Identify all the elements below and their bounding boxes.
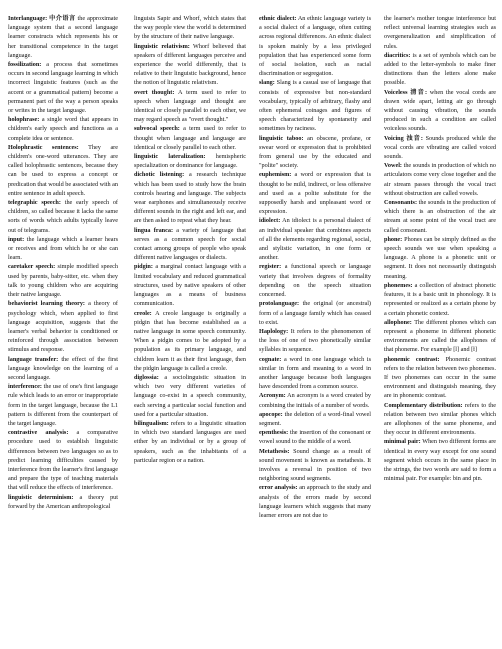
glossary-entry — [259, 410, 371, 428]
glossary-entry — [134, 262, 246, 308]
glossary-term: input: — [8, 235, 25, 243]
glossary-definition: Slang is a casual use of language that consists of expressive but non-standard vocabulary, typically of arbitrary, flashy and often ephemeral coinages and figures of speech characterized by spontaneity and sometimes by raciness. — [259, 79, 371, 133]
glossary-term: lingua franca: — [134, 226, 174, 234]
glossary-definition: a single word that appears in children's early speech and functions as a complete idea or sentence. — [8, 116, 118, 142]
glossary-definition: a theory of psychology which, when applied to first language acquisition, suggests that the learner's verbal behavior is conditioned or reinforced through association between stimulus and response. — [8, 300, 118, 354]
glossary-term: dichotic listening: — [134, 171, 185, 179]
glossary-entry — [8, 262, 118, 299]
glossary-definition: an approach to the study and analysis of the errors made by second language learners which suggests that many learner errors are not due to — [259, 484, 371, 519]
glossary-entry — [134, 170, 246, 225]
glossary-definition: Sounds produced while the vocal cords are vibrating are called voiced sounds. — [384, 134, 496, 161]
glossary-definition: When two different forms are identical in every way except for one sound segment which occurs in the same place in the strings, the two words are said to form a minimal pair. For example: bin and pin. — [384, 438, 496, 483]
glossary-entry — [134, 42, 246, 88]
glossary-definition: the original (or ancestral) form of a language family which has ceased to exist. — [259, 300, 371, 326]
glossary-definition: the sounds in the production of which there is an obstruction of the air stream at some point of the vocal tract are called consonant. — [384, 199, 496, 234]
glossary-entry — [134, 124, 246, 152]
glossary-definition: Phones can be simply defined as the speech sounds we use when speaking a language. A phone is a phonetic unit or segment. It does not necessarily distinguish meaning. — [384, 235, 496, 280]
glossary-term: idiolect: — [259, 217, 281, 225]
glossary-entry — [259, 78, 371, 133]
glossary-definition: the use of one's first language rule which leads to an error or inappropriate form in the target language, because the L1 pattern is different from the counterpart of the target language. — [8, 383, 118, 427]
glossary-entry — [384, 14, 496, 51]
glossary-term: minimal pair: — [384, 438, 421, 446]
glossary-term: Voicing 浊音: — [384, 134, 423, 142]
glossary-term: pidgin: — [134, 263, 153, 271]
glossary-term: phonemic contrast: — [384, 355, 440, 363]
glossary-term: caretaker speech: — [8, 263, 56, 271]
glossary-entry — [8, 235, 118, 263]
glossary-term: Consonants: — [384, 199, 418, 207]
glossary-term: diacritics: — [384, 51, 411, 59]
glossary-term: apocope: — [259, 410, 283, 418]
glossary-definition: the sounds in production of which no articulators come very close together and the air stream passes through the vocal tract without obstruction are called vowels. — [384, 162, 496, 197]
glossary-term: bilingualism: — [134, 419, 169, 427]
glossary-term: language transfer: — [8, 355, 59, 363]
glossary-term: protolanguage: — [259, 300, 300, 308]
glossary-term: Voiceless 清音: — [384, 88, 428, 96]
glossary-definition: An idiolect is a personal dialect of an individual speaker that combines aspects of all the elements regarding regional, social, and stylistic variation, in one form or another. — [259, 217, 371, 262]
glossary-term: linguistic relativism: — [134, 42, 190, 50]
glossary-term: register: — [259, 263, 282, 271]
glossary-entry — [259, 262, 371, 299]
glossary-definition: a process that sometimes occurs in second language learning in which incorrect linguistic features (such as the accent or a grammatical pattern) become a permanent part of the way a person speaks or writes in the target language. — [8, 61, 118, 115]
glossary-entry — [259, 327, 371, 355]
glossary-definition: They are children's one-word utterances. They are called holophrastic sentences, because they can be used to express a concept or predication that would be associated with an entire sentence in adult speech. — [8, 143, 118, 197]
glossary-term: allophone: — [384, 318, 412, 326]
glossary-term: contrastive analysis: — [8, 429, 69, 437]
glossary-term: slang: — [259, 79, 275, 87]
glossary-term: linguistic determinism: — [8, 493, 74, 501]
glossary-definition: a collection of abstract phonetic features, it is a basic unit in phonology. It is represented or realized as a certain phone by a certain phonetic context. — [384, 281, 496, 317]
glossary-definition: linguists Sapir and Whorf, which states that the way people view the world is determined by the structure of their native language. — [134, 15, 246, 41]
glossary-term: linguistic lateralization: — [134, 153, 206, 161]
glossary-definition: a sociolinguistic situation in which two very different varieties of language co-exist in a speech community, each serving a particular social function and used for a particular situation. — [134, 373, 246, 418]
glossary-entry — [384, 437, 496, 483]
glossary-definition: hemispheric specialization or dominance for language. — [134, 153, 246, 170]
glossary-entry — [384, 198, 496, 235]
glossary-entry — [384, 51, 496, 88]
glossary-entry — [259, 170, 371, 216]
glossary-term: subvocal speech: — [134, 125, 180, 133]
glossary-entry — [8, 382, 118, 428]
glossary-entry — [8, 493, 118, 511]
glossary-entry — [134, 419, 246, 465]
glossary-term: euphemism: — [259, 171, 292, 179]
glossary-term: overt thought: — [134, 88, 175, 96]
glossary-term: behaviorist learning theory: — [8, 300, 85, 308]
glossary-definition: a term used to refer to thought when language and language are identical or closely parallel to each other. — [134, 125, 246, 151]
glossary-term: phonemes: — [384, 281, 413, 289]
glossary-column-2 — [134, 14, 246, 646]
glossary-entry — [384, 281, 496, 318]
glossary-entry — [259, 216, 371, 262]
glossary-definition: simple modified speech used by parents, baby-sitter, etc. when they talk to young children who are acquiring their native language. — [8, 263, 118, 299]
glossary-definition: The different phones which can represent a phoneme in different phonetic environments are called the allophones of that phoneme. For example [l] and [ɫ] — [384, 318, 496, 354]
glossary-entry — [8, 60, 118, 115]
glossary-definition: It refers to the phenomenon of the loss of one of two phonetically similar syllables in sequence. — [259, 327, 371, 354]
glossary-entry — [259, 355, 371, 392]
glossary-term: ethnic dialect: — [259, 15, 297, 22]
glossary-definition: a theory put forward by the American anthropological — [8, 493, 118, 510]
glossary-definition: a marginal contact language with a limited vocabulary and reduced grammatical structures, used by native speakers of other languages as a means of business communication. — [134, 263, 246, 308]
glossary-entry — [259, 14, 371, 78]
glossary-definition: an obscene, profane, or swear word or expression that is prohibited from general use by the educated and "polite" society. — [259, 134, 371, 170]
glossary-term: epenthesis: — [259, 429, 289, 437]
glossary-definition: the effect of the first language knowledge on the learning of a second language. — [8, 355, 118, 381]
glossary-definition: An ethnic language variety is a social dialect of a language, often cutting across regional differences. An ethnic dialect is spoken mainly by a less privileged population that has experienced some form of social isolation, such as racial discrimination or segregation. — [259, 15, 371, 78]
glossary-term: telegraphic speech: — [8, 199, 61, 207]
glossary-column-1 — [8, 14, 118, 646]
glossary-entry — [8, 115, 118, 143]
glossary-term: error analysis: — [259, 484, 298, 492]
glossary-term: Vowel: — [384, 162, 402, 170]
glossary-definition: refers to a linguistic situation in which two standard languages are used either by an individual or by a group of speakers, such as the inhabitants of a particular region or a nation. — [134, 419, 246, 464]
glossary-definition: the deletion of a word-final vowel segment. — [259, 410, 371, 427]
glossary-entry — [384, 355, 496, 401]
glossary-entry — [134, 88, 246, 125]
glossary-definition: a comparative procedure used to establish linguistic differences between two languages so as to predict learning difficulties caused by interference from the learner's first language and prepare the type of teaching materials that will reduce the effects of interference. — [8, 429, 118, 492]
glossary-term: Acronym: — [259, 392, 286, 400]
glossary-definition: a variety of language that serves as a common speech for social contact among groups of people who speak different native languages or dialects. — [134, 226, 246, 262]
glossary-definition: Phonemic contrast refers to the relation between two phonemes. If two phonemes can occur in the same environment and distinguish meaning, they are in phonemic contrast. — [384, 355, 496, 400]
glossary-definition: a functional speech or language variety that involves degrees of formality depending on the speech situation concerned. — [259, 263, 371, 299]
glossary-term: cognate: — [259, 355, 282, 363]
glossary-entry — [8, 143, 118, 198]
glossary-entry — [8, 428, 118, 492]
glossary-term: Haplology: — [259, 327, 289, 335]
glossary-definition: is a set of symbols which can be added to the letter-symbols to make finer distinctions than the letters alone make possible. — [384, 51, 496, 87]
glossary-entry — [259, 391, 371, 409]
glossary-definition: when the vocal cords are drawn wide apart, letting air go through without causing vibration, the sounds produced in such a condition are called voiceless sounds. — [384, 88, 496, 133]
glossary-entry — [384, 318, 496, 355]
glossary-definition: a word in one language which is similar in form and meaning to a word in another language because both languages have descended from a common source. — [259, 355, 371, 391]
glossary-definition: the approximate language system that a second language learner constructs which represents his or her transitional competence in the target language. — [8, 15, 118, 59]
glossary-definition: the early speech of children, so called because it lacks the same sorts of words which adults typically leave out of telegrams. — [8, 199, 118, 234]
glossary-entry — [384, 88, 496, 134]
glossary-entry — [259, 428, 371, 446]
glossary-definition: the insertion of the consonant or vowel sound to the middle of a word. — [259, 429, 371, 446]
glossary-term: Interlanguage: 中介语言 — [8, 15, 76, 22]
glossary-entry — [134, 226, 246, 263]
glossary-entry — [134, 152, 246, 170]
glossary-definition: a word or expression that is thought to be mild, indirect, or less offensive and used as a polite substitute for the supposedly harsh and unpleasant word or expression. — [259, 171, 371, 216]
glossary-term: linguistic taboo: — [259, 134, 304, 142]
glossary-entry — [8, 14, 118, 60]
glossary-term: phone: — [384, 235, 403, 243]
glossary-definition: A creole language is originally a pidgin that has become established as a native language in some speech community. When a pidgin comes to be adopted by a population as its primary language, and children learn it as their first language, then the pidgin language is called a creole. — [134, 309, 246, 372]
glossary-term: diglossia: — [134, 373, 159, 381]
glossary-term: creole: — [134, 309, 152, 317]
glossary-entry — [134, 309, 246, 373]
glossary-definition: refers to the relation between two similar phones which are allophones of the same phoneme, and they occur in different environments. — [384, 401, 496, 437]
glossary-definition: the learner's mother tongue interference but reflect universal learning strategies such as overgeneralization and simplification of rules. — [384, 15, 496, 50]
glossary-entry — [134, 14, 246, 42]
glossary-term: fossilization: — [8, 61, 42, 69]
glossary-entry — [384, 401, 496, 438]
glossary-definition: Whorf believed that speakers of different languages perceive and experience the world differently, that is relative to their linguistic background, hence the notion of linguistic relativism. — [134, 42, 246, 87]
glossary-entry — [8, 299, 118, 354]
glossary-term: Metathesis: — [259, 447, 290, 455]
glossary-entry — [384, 134, 496, 162]
glossary-entry — [8, 198, 118, 235]
glossary-definition: the language which a learner hears or receives and from which he or she can learn. — [8, 235, 118, 262]
glossary-term: Holophrastic sentences: — [8, 143, 79, 151]
glossary-entry — [384, 235, 496, 281]
glossary-column-3 — [259, 14, 371, 646]
glossary-entry — [259, 134, 371, 171]
glossary-term: Complementary distribution: — [384, 401, 463, 409]
glossary-term: interference: — [8, 383, 42, 391]
glossary-definition: Sound change as a result of sound movement is known as metathesis. It involves a reversal in position of two neighboring sound segments. — [259, 447, 371, 483]
glossary-entry — [259, 483, 371, 520]
glossary-column-4 — [384, 14, 496, 646]
glossary-entry — [134, 373, 246, 419]
glossary-definition: A term used to refer to speech when language and thought are identical or closely parallel to each other, we may regard speech as "overt thought." — [134, 88, 246, 124]
glossary-definition: An acronym is a word created by combining the initials of a number of words. — [259, 392, 371, 409]
glossary-entry — [8, 355, 118, 383]
glossary-entry — [259, 447, 371, 484]
glossary-entry — [384, 161, 496, 198]
glossary-entry — [259, 299, 371, 327]
glossary-term: holophrase: — [8, 116, 40, 124]
glossary-definition: a research technique which has been used to study how the brain controls hearing and language. The subjects wear earphones and simultaneously receive different sounds in the right and left ear, and are then asked to repeat what they hear. — [134, 171, 246, 225]
